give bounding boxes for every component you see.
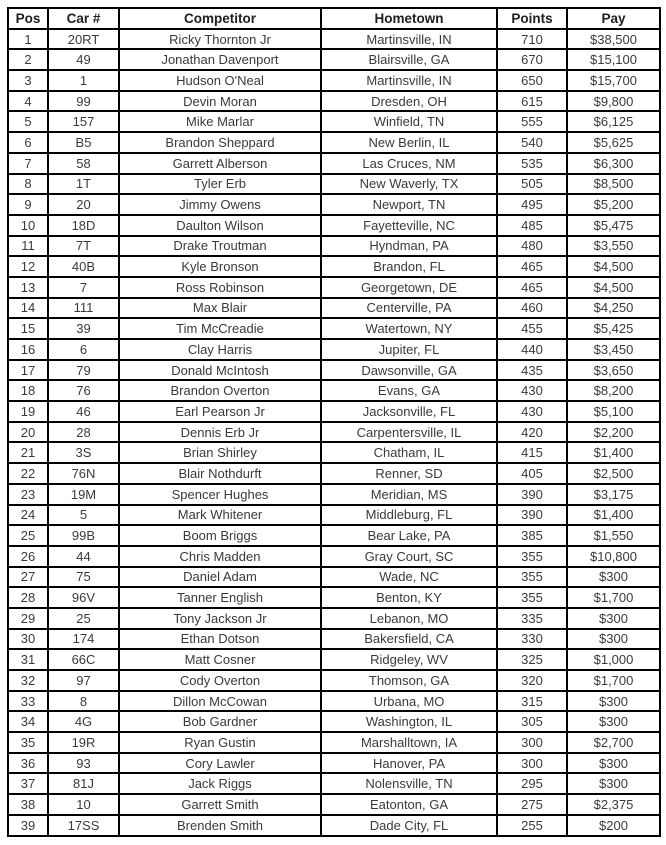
- cell-pay: $5,475: [567, 215, 660, 236]
- cell-hometown: Meridian, MS: [321, 484, 497, 505]
- cell-car: 1T: [48, 174, 119, 195]
- cell-pos: 28: [8, 587, 48, 608]
- table-row: [8, 236, 660, 257]
- cell-competitor: Bob Gardner: [119, 711, 321, 732]
- cell-car: B5: [48, 132, 119, 153]
- cell-points: 535: [497, 153, 567, 174]
- cell-points: 485: [497, 215, 567, 236]
- cell-pay: $300: [567, 711, 660, 732]
- cell-car: 66C: [48, 649, 119, 670]
- cell-pos: 2: [8, 49, 48, 70]
- cell-hometown: Blairsville, GA: [321, 49, 497, 70]
- cell-hometown: Washington, IL: [321, 711, 497, 732]
- table-row: [8, 587, 660, 608]
- cell-pos: 26: [8, 546, 48, 567]
- cell-hometown: Urbana, MO: [321, 691, 497, 712]
- cell-pos: 37: [8, 773, 48, 794]
- cell-competitor: Mark Whitener: [119, 505, 321, 526]
- cell-hometown: New Waverly, TX: [321, 174, 497, 195]
- cell-competitor: Clay Harris: [119, 339, 321, 360]
- cell-points: 415: [497, 442, 567, 463]
- cell-competitor: Boom Briggs: [119, 525, 321, 546]
- cell-competitor: Brandon Overton: [119, 380, 321, 401]
- cell-competitor: Ross Robinson: [119, 277, 321, 298]
- cell-pay: $9,800: [567, 91, 660, 112]
- table-row: [8, 525, 660, 546]
- cell-pay: $1,550: [567, 525, 660, 546]
- cell-pos: 1: [8, 29, 48, 50]
- table-row: [8, 70, 660, 91]
- cell-points: 430: [497, 401, 567, 422]
- cell-competitor: Earl Pearson Jr: [119, 401, 321, 422]
- cell-pos: 12: [8, 256, 48, 277]
- cell-pos: 34: [8, 711, 48, 732]
- column-header-car: Car #: [48, 8, 119, 29]
- cell-hometown: Jacksonville, FL: [321, 401, 497, 422]
- cell-hometown: Bakersfield, CA: [321, 629, 497, 650]
- cell-car: 7T: [48, 236, 119, 257]
- table-row: [8, 339, 660, 360]
- cell-car: 99: [48, 91, 119, 112]
- cell-hometown: Winfield, TN: [321, 111, 497, 132]
- cell-competitor: Chris Madden: [119, 546, 321, 567]
- cell-points: 405: [497, 463, 567, 484]
- column-header-hometown: Hometown: [321, 8, 497, 29]
- table-row: [8, 484, 660, 505]
- cell-hometown: Martinsville, IN: [321, 70, 497, 91]
- cell-car: 40B: [48, 256, 119, 277]
- table-row: [8, 546, 660, 567]
- cell-competitor: Tyler Erb: [119, 174, 321, 195]
- cell-pay: $4,500: [567, 277, 660, 298]
- cell-hometown: Evans, GA: [321, 380, 497, 401]
- cell-pay: $300: [567, 691, 660, 712]
- cell-car: 174: [48, 629, 119, 650]
- cell-hometown: Renner, SD: [321, 463, 497, 484]
- cell-pay: $8,200: [567, 380, 660, 401]
- cell-pos: 23: [8, 484, 48, 505]
- cell-car: 7: [48, 277, 119, 298]
- cell-competitor: Hudson O'Neal: [119, 70, 321, 91]
- cell-pos: 39: [8, 815, 48, 836]
- cell-car: 46: [48, 401, 119, 422]
- cell-car: 5: [48, 505, 119, 526]
- cell-competitor: Jack Riggs: [119, 773, 321, 794]
- cell-hometown: Lebanon, MO: [321, 608, 497, 629]
- cell-competitor: Jimmy Owens: [119, 194, 321, 215]
- cell-pay: $5,200: [567, 194, 660, 215]
- cell-hometown: Martinsville, IN: [321, 29, 497, 50]
- cell-points: 390: [497, 505, 567, 526]
- cell-car: 17SS: [48, 815, 119, 836]
- cell-points: 440: [497, 339, 567, 360]
- cell-car: 99B: [48, 525, 119, 546]
- cell-competitor: Tony Jackson Jr: [119, 608, 321, 629]
- cell-pay: $10,800: [567, 546, 660, 567]
- cell-hometown: Marshalltown, IA: [321, 732, 497, 753]
- cell-pos: 29: [8, 608, 48, 629]
- cell-competitor: Kyle Bronson: [119, 256, 321, 277]
- table-row: [8, 422, 660, 443]
- cell-pay: $4,500: [567, 256, 660, 277]
- cell-hometown: Middleburg, FL: [321, 505, 497, 526]
- cell-hometown: Nolensville, TN: [321, 773, 497, 794]
- cell-points: 295: [497, 773, 567, 794]
- cell-competitor: Dillon McCowan: [119, 691, 321, 712]
- cell-pos: 13: [8, 277, 48, 298]
- column-header-competitor: Competitor: [119, 8, 321, 29]
- table-row: [8, 111, 660, 132]
- cell-pay: $3,175: [567, 484, 660, 505]
- cell-competitor: Matt Cosner: [119, 649, 321, 670]
- table-row: [8, 711, 660, 732]
- table-row: [8, 318, 660, 339]
- cell-competitor: Brenden Smith: [119, 815, 321, 836]
- cell-pay: $5,625: [567, 132, 660, 153]
- cell-competitor: Drake Troutman: [119, 236, 321, 257]
- cell-car: 39: [48, 318, 119, 339]
- cell-points: 420: [497, 422, 567, 443]
- cell-pay: $1,400: [567, 505, 660, 526]
- cell-competitor: Max Blair: [119, 298, 321, 319]
- cell-pay: $300: [567, 567, 660, 588]
- cell-car: 97: [48, 670, 119, 691]
- cell-car: 76: [48, 380, 119, 401]
- cell-pay: $2,375: [567, 794, 660, 815]
- cell-hometown: Dresden, OH: [321, 91, 497, 112]
- cell-points: 670: [497, 49, 567, 70]
- cell-pos: 20: [8, 422, 48, 443]
- cell-car: 28: [48, 422, 119, 443]
- table-row: [8, 442, 660, 463]
- cell-points: 495: [497, 194, 567, 215]
- cell-competitor: Devin Moran: [119, 91, 321, 112]
- cell-points: 330: [497, 629, 567, 650]
- cell-points: 385: [497, 525, 567, 546]
- cell-hometown: Georgetown, DE: [321, 277, 497, 298]
- column-header-points: Points: [497, 8, 567, 29]
- cell-points: 300: [497, 753, 567, 774]
- cell-hometown: Watertown, NY: [321, 318, 497, 339]
- cell-car: 20RT: [48, 29, 119, 50]
- table-row: [8, 773, 660, 794]
- cell-car: 96V: [48, 587, 119, 608]
- cell-car: 8: [48, 691, 119, 712]
- cell-car: 44: [48, 546, 119, 567]
- cell-competitor: Daulton Wilson: [119, 215, 321, 236]
- cell-pos: 21: [8, 442, 48, 463]
- cell-competitor: Donald McIntosh: [119, 360, 321, 381]
- cell-pos: 5: [8, 111, 48, 132]
- cell-hometown: Las Cruces, NM: [321, 153, 497, 174]
- cell-points: 650: [497, 70, 567, 91]
- cell-points: 710: [497, 29, 567, 50]
- table-row: [8, 49, 660, 70]
- cell-pay: $2,200: [567, 422, 660, 443]
- cell-car: 58: [48, 153, 119, 174]
- cell-car: 76N: [48, 463, 119, 484]
- cell-pos: 6: [8, 132, 48, 153]
- cell-points: 315: [497, 691, 567, 712]
- cell-hometown: Wade, NC: [321, 567, 497, 588]
- cell-car: 6: [48, 339, 119, 360]
- cell-pos: 11: [8, 236, 48, 257]
- cell-car: 25: [48, 608, 119, 629]
- cell-competitor: Brian Shirley: [119, 442, 321, 463]
- cell-points: 465: [497, 277, 567, 298]
- cell-points: 255: [497, 815, 567, 836]
- cell-competitor: Tim McCreadie: [119, 318, 321, 339]
- table-row: [8, 629, 660, 650]
- cell-hometown: Jupiter, FL: [321, 339, 497, 360]
- cell-competitor: Spencer Hughes: [119, 484, 321, 505]
- table-row: [8, 505, 660, 526]
- cell-pos: 7: [8, 153, 48, 174]
- cell-hometown: Ridgeley, WV: [321, 649, 497, 670]
- cell-pos: 30: [8, 629, 48, 650]
- cell-pos: 25: [8, 525, 48, 546]
- cell-competitor: Ricky Thornton Jr: [119, 29, 321, 50]
- cell-car: 18D: [48, 215, 119, 236]
- cell-pay: $3,650: [567, 360, 660, 381]
- column-header-pos: Pos: [8, 8, 48, 29]
- cell-pay: $300: [567, 753, 660, 774]
- column-header-pay: Pay: [567, 8, 660, 29]
- cell-pay: $3,550: [567, 236, 660, 257]
- cell-pos: 32: [8, 670, 48, 691]
- cell-pay: $1,400: [567, 442, 660, 463]
- cell-pos: 19: [8, 401, 48, 422]
- cell-pos: 36: [8, 753, 48, 774]
- table-row: [8, 91, 660, 112]
- cell-car: 81J: [48, 773, 119, 794]
- cell-hometown: Bear Lake, PA: [321, 525, 497, 546]
- cell-car: 3S: [48, 442, 119, 463]
- cell-points: 540: [497, 132, 567, 153]
- cell-car: 10: [48, 794, 119, 815]
- cell-pos: 15: [8, 318, 48, 339]
- cell-pay: $300: [567, 773, 660, 794]
- cell-competitor: Mike Marlar: [119, 111, 321, 132]
- cell-pos: 22: [8, 463, 48, 484]
- table-row: [8, 174, 660, 195]
- cell-pos: 8: [8, 174, 48, 195]
- table-row: [8, 29, 660, 50]
- cell-points: 335: [497, 608, 567, 629]
- table-row: [8, 256, 660, 277]
- cell-pay: $4,250: [567, 298, 660, 319]
- cell-pay: $5,425: [567, 318, 660, 339]
- cell-pay: $5,100: [567, 401, 660, 422]
- table-row: [8, 153, 660, 174]
- cell-pos: 38: [8, 794, 48, 815]
- cell-points: 390: [497, 484, 567, 505]
- cell-pos: 9: [8, 194, 48, 215]
- cell-pos: 14: [8, 298, 48, 319]
- table-row: [8, 649, 660, 670]
- cell-competitor: Garrett Smith: [119, 794, 321, 815]
- cell-competitor: Blair Nothdurft: [119, 463, 321, 484]
- cell-points: 320: [497, 670, 567, 691]
- cell-hometown: Brandon, FL: [321, 256, 497, 277]
- cell-points: 460: [497, 298, 567, 319]
- table-row: [8, 463, 660, 484]
- table-row: [8, 608, 660, 629]
- cell-car: 1: [48, 70, 119, 91]
- cell-pay: $1,700: [567, 670, 660, 691]
- cell-points: 480: [497, 236, 567, 257]
- cell-car: 19R: [48, 732, 119, 753]
- table-row: [8, 815, 660, 836]
- cell-pay: $15,100: [567, 49, 660, 70]
- table-row: [8, 691, 660, 712]
- cell-pos: 17: [8, 360, 48, 381]
- cell-pay: $6,300: [567, 153, 660, 174]
- table-row: [8, 194, 660, 215]
- cell-points: 465: [497, 256, 567, 277]
- cell-car: 75: [48, 567, 119, 588]
- table-row: [8, 401, 660, 422]
- cell-pay: $300: [567, 608, 660, 629]
- cell-pay: $200: [567, 815, 660, 836]
- cell-points: 355: [497, 587, 567, 608]
- cell-points: 455: [497, 318, 567, 339]
- cell-points: 355: [497, 546, 567, 567]
- cell-pos: 16: [8, 339, 48, 360]
- cell-points: 430: [497, 380, 567, 401]
- cell-points: 355: [497, 567, 567, 588]
- cell-pos: 10: [8, 215, 48, 236]
- cell-car: 79: [48, 360, 119, 381]
- cell-pos: 31: [8, 649, 48, 670]
- standings-table-body: [8, 29, 660, 836]
- cell-hometown: Hanover, PA: [321, 753, 497, 774]
- cell-points: 300: [497, 732, 567, 753]
- cell-hometown: Gray Court, SC: [321, 546, 497, 567]
- table-row: [8, 360, 660, 381]
- cell-competitor: Tanner English: [119, 587, 321, 608]
- cell-pos: 24: [8, 505, 48, 526]
- cell-hometown: Dade City, FL: [321, 815, 497, 836]
- table-row: [8, 732, 660, 753]
- cell-points: 435: [497, 360, 567, 381]
- cell-hometown: Chatham, IL: [321, 442, 497, 463]
- cell-pay: $38,500: [567, 29, 660, 50]
- cell-pos: 33: [8, 691, 48, 712]
- cell-competitor: Garrett Alberson: [119, 153, 321, 174]
- cell-hometown: Newport, TN: [321, 194, 497, 215]
- cell-pos: 35: [8, 732, 48, 753]
- table-row: [8, 753, 660, 774]
- cell-pos: 3: [8, 70, 48, 91]
- cell-pay: $2,500: [567, 463, 660, 484]
- cell-points: 555: [497, 111, 567, 132]
- cell-pay: $8,500: [567, 174, 660, 195]
- cell-points: 325: [497, 649, 567, 670]
- cell-car: 4G: [48, 711, 119, 732]
- table-row: [8, 380, 660, 401]
- cell-hometown: Benton, KY: [321, 587, 497, 608]
- cell-points: 505: [497, 174, 567, 195]
- cell-hometown: Fayetteville, NC: [321, 215, 497, 236]
- cell-competitor: Cory Lawler: [119, 753, 321, 774]
- table-row: [8, 670, 660, 691]
- cell-hometown: Thomson, GA: [321, 670, 497, 691]
- cell-pay: $15,700: [567, 70, 660, 91]
- cell-hometown: New Berlin, IL: [321, 132, 497, 153]
- cell-pos: 4: [8, 91, 48, 112]
- cell-pay: $3,450: [567, 339, 660, 360]
- cell-pos: 18: [8, 380, 48, 401]
- table-row: [8, 298, 660, 319]
- table-row: [8, 277, 660, 298]
- standings-table: [7, 7, 661, 837]
- cell-competitor: Ryan Gustin: [119, 732, 321, 753]
- cell-car: 20: [48, 194, 119, 215]
- cell-competitor: Daniel Adam: [119, 567, 321, 588]
- cell-pay: $300: [567, 629, 660, 650]
- cell-pay: $2,700: [567, 732, 660, 753]
- cell-pos: 27: [8, 567, 48, 588]
- cell-pay: $1,700: [567, 587, 660, 608]
- table-row: [8, 215, 660, 236]
- cell-pay: $6,125: [567, 111, 660, 132]
- cell-car: 19M: [48, 484, 119, 505]
- cell-competitor: Cody Overton: [119, 670, 321, 691]
- cell-hometown: Eatonton, GA: [321, 794, 497, 815]
- cell-points: 305: [497, 711, 567, 732]
- cell-points: 615: [497, 91, 567, 112]
- header-row: [8, 8, 660, 29]
- cell-competitor: Jonathan Davenport: [119, 49, 321, 70]
- cell-hometown: Centerville, PA: [321, 298, 497, 319]
- table-row: [8, 567, 660, 588]
- cell-car: 111: [48, 298, 119, 319]
- cell-car: 157: [48, 111, 119, 132]
- cell-car: 93: [48, 753, 119, 774]
- table-row: [8, 132, 660, 153]
- cell-hometown: Dawsonville, GA: [321, 360, 497, 381]
- cell-competitor: Ethan Dotson: [119, 629, 321, 650]
- table-row: [8, 794, 660, 815]
- cell-competitor: Brandon Sheppard: [119, 132, 321, 153]
- cell-car: 49: [48, 49, 119, 70]
- cell-hometown: Hyndman, PA: [321, 236, 497, 257]
- cell-pay: $1,000: [567, 649, 660, 670]
- cell-points: 275: [497, 794, 567, 815]
- cell-hometown: Carpentersville, IL: [321, 422, 497, 443]
- cell-competitor: Dennis Erb Jr: [119, 422, 321, 443]
